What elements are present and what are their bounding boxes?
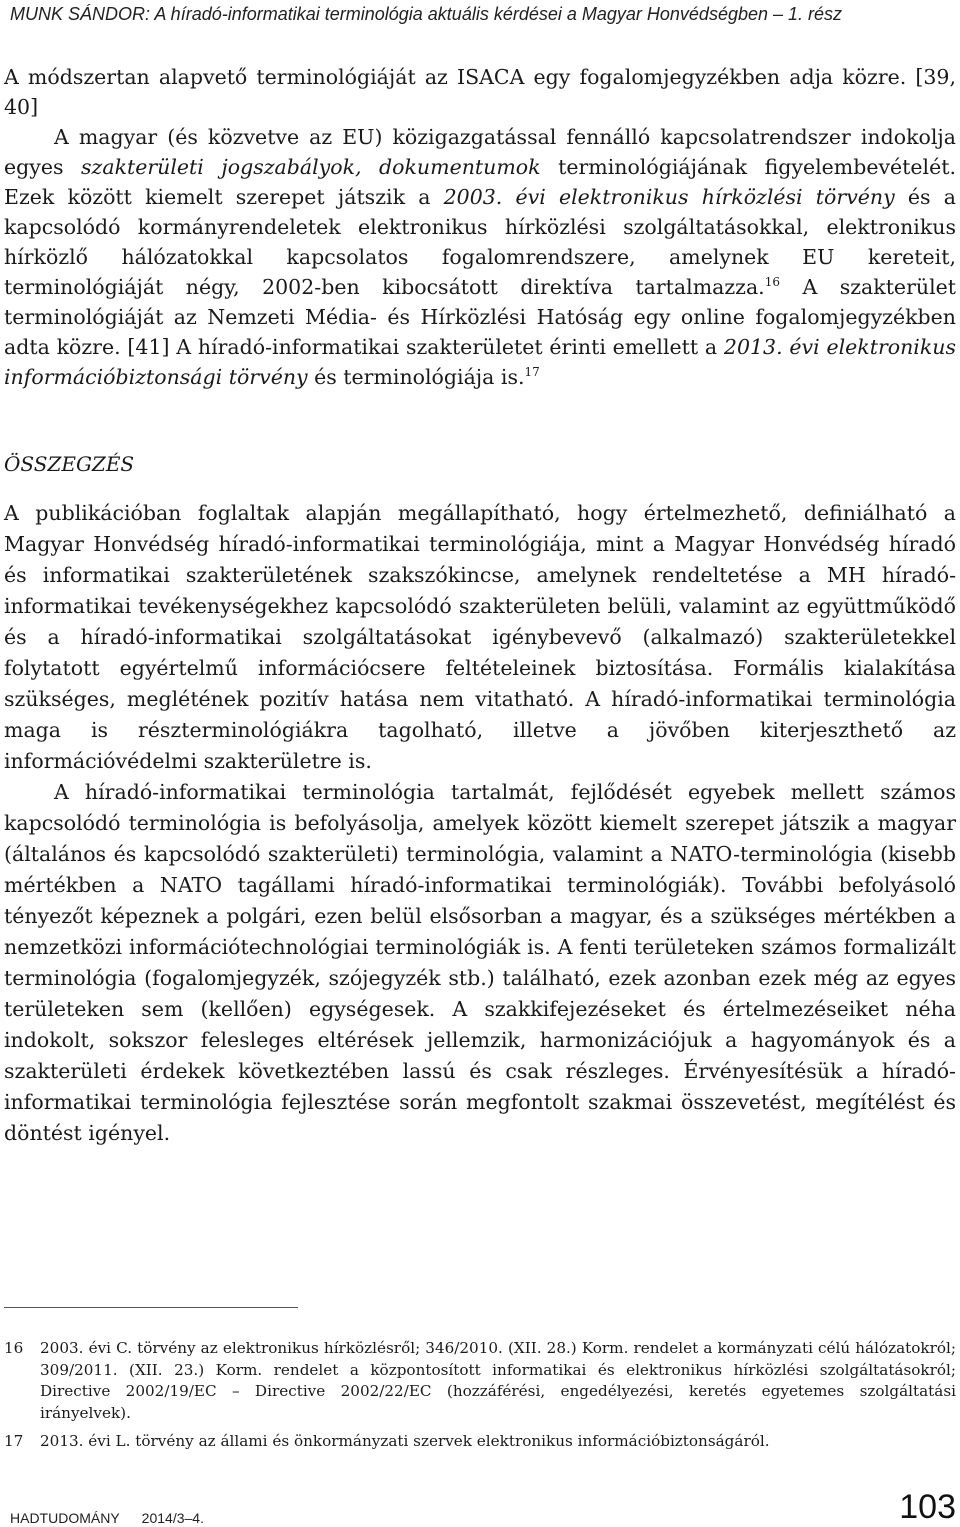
body-text xyxy=(4,62,956,392)
italic-text: 2013. évi elektronikus információbiztonsági törvény xyxy=(4,335,956,389)
footnote xyxy=(4,1431,956,1453)
paragraph xyxy=(4,122,956,392)
text-span: A magyar (és közvetve az EU) közigazgatással fennálló kapcsolatrendszer indokolja egyes xyxy=(4,125,956,179)
footnote-number: 16 xyxy=(4,1339,24,1357)
italic-text: szakterületi jogszabályok, dokumentumok xyxy=(81,155,541,179)
journal-name: HADTUDOMÁNY xyxy=(10,1510,120,1526)
paragraph: A híradó-informatikai terminológia tartalmát, fejlődését egyebek mellett számos kapcsolódó terminológia is befolyásolja, amelyek között kiemelt szerepet játszik a magyar (általános és kapcsolódó szakterületi) terminológia, valamint a NATO-terminológia (kisebb mértékben a NATO tagállami híradó-informatikai terminológiák). További befolyásoló tényezőt képeznek a polgári, ezen belül elsősorban a magyar, és a szükséges mértékben a nemzetközi információtechnológiai terminológiák is. A fenti területeken számos formalizált terminológia (fogalomjegyzék, szójegyzék stb.) található, ezek azonban ezek még az egyes területeken sem (kellően) egységesek. A szakkifejezéseket és értelmezéseiket néha indokolt, sokszor felesleges eltérések jellemzik, harmonizációjuk a hagyományok és a szakterületi érdekek következtében lassú és csak részleges. Érvényesítésük a híradó-informatikai terminológia fejlesztése során megfontolt szakmai összevetést, megítélést és döntést igényel. xyxy=(4,780,956,1145)
footnotes xyxy=(4,1338,956,1460)
text-span: és a kapcsolódó kormányrendeletek elektronikus hírközlési szolgáltatásokkal, elektronikus hírközlő hálózatokkal kapcsolatos fogalomrendszere, amelynek EU kereteit, terminológiáját négy, 2002-ben kibocsátott direktíva tartalmazza. xyxy=(4,185,956,299)
journal-issue: 2014/3–4. xyxy=(141,1510,204,1526)
footnote-text: 2003. évi C. törvény az elektronikus hírközlésről; 346/2010. (XII. 28.) Korm. rendelet a kormányzati célú hálózatokról; 309/2011. (XII. 23.) Korm. rendelet a központosított informatikai és elektronikus hírközlési szolgáltatásokról; Directive 2002/19/EC – Directive 2002/22/EC (hozzáférési, engedélyezési, keretés egyetemes szolgáltatási irányelvek). xyxy=(40,1339,956,1422)
summary-section xyxy=(4,498,956,1149)
footnote-ref-17[interactable]: 17 xyxy=(524,365,540,379)
paragraph: A publikációban foglaltak alapján megállapítható, hogy értelmezhető, definiálható a Magyar Honvédség híradó-informatikai terminológiája, mint a Magyar Honvédség híradó és informatikai szakterületének szakszókincse, amelynek rendeltetése a MH híradó-informatikai tevékenységekhez kapcsolódó szakterületen belüli, valamint az együttműködő és a híradó-informatikai szolgáltatásokat igénybevevő (alkalmazó) szakterületekkel folytatott egyértelmű információcsere feltételeinek biztosítása. Formális kialakítása szükséges, meglétének pozitív hatása nem vitatható. A híradó-informatikai terminológia maga is részterminológiákra tagolható, illetve a jövőben kiterjeszthető az információvédelmi szakterületre is. xyxy=(4,501,956,773)
footnote-divider xyxy=(4,1307,298,1308)
italic-text: 2003. évi elektronikus hírközlési törvény xyxy=(443,185,895,209)
text-span: A szakterület terminológiáját az Nemzeti Média- és Hírközlési Hatóság egy online fogalomjegyzékben adta közre. [41] A híradó-informatikai szakterületet érinti emellett a xyxy=(4,275,956,359)
page-number: 103 xyxy=(899,1488,956,1526)
footnote-number: 17 xyxy=(4,1432,24,1450)
footer-journal xyxy=(10,1510,204,1526)
text-span: terminológiájának figyelembevételét. Ezek között kiemelt szerepet játszik a xyxy=(4,155,956,209)
footnote-ref-16[interactable]: 16 xyxy=(764,275,780,289)
running-header: MUNK SÁNDOR: A híradó-informatikai terminológia aktuális kérdései a Magyar Honvédségben – 1. rész xyxy=(10,4,843,24)
section-heading: ÖSSZEGZÉS xyxy=(4,452,135,476)
paragraph: A módszertan alapvető terminológiáját az ISACA egy fogalomjegyzékben adja közre. [39, 40] xyxy=(4,65,956,119)
footnote-text: 2013. évi L. törvény az állami és önkormányzati szervek elektronikus információbiztonságáról. xyxy=(40,1432,770,1450)
text-span: és terminológiája is. xyxy=(307,365,525,389)
footnote xyxy=(4,1338,956,1424)
